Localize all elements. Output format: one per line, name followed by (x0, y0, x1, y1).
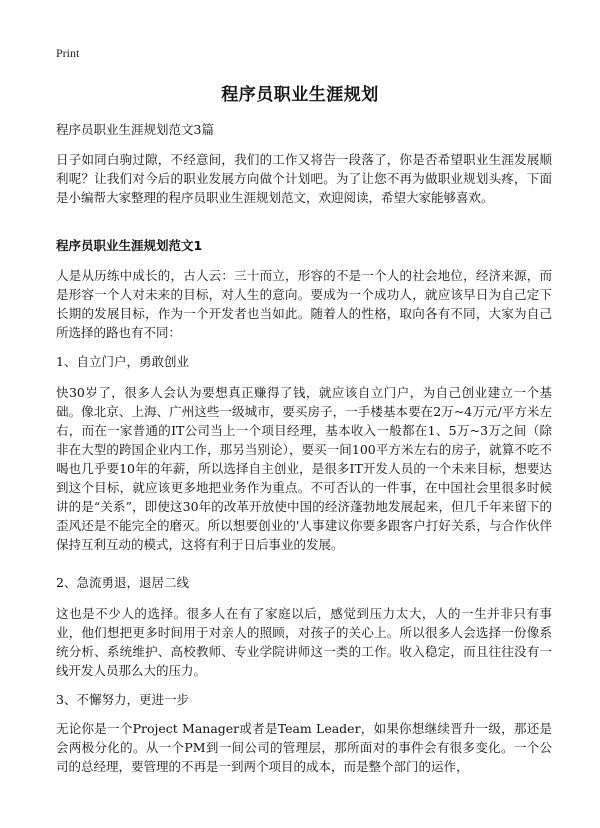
section-heading: 程序员职业生涯规划范文1 (56, 238, 203, 253)
intro-paragraph: 日子如同白驹过隙，不经意间，我们的工作又将告一段落了，你是否希望职业生涯发展顺利呢？让我们对今后的职业发展方向做个计划吧。为了让您不再为做职业规划头疼，下面是小编帮大家整理的程序员职业生涯规划范文，欢迎阅读，希望大家能够喜欢。 (56, 152, 552, 205)
print-link[interactable]: Print (56, 46, 80, 60)
point-paragraph-1: 快30岁了，很多人会认为要想真正赚得了钱，就应该自立门户，为自己创业建立一个基础。像北京、上海、广州这些一级城市，要买房子，一手楼基本要在2万~4万元/平方米左右，而在一家普通的IT公司当上一个项目经理，基本收入一般都在1、5万~3万之间（除非在大型的跨国企业内工作，那另当别论），要买一间100平方米左右的房子，就算不吃不喝也几乎要10年的年薪，所以选择自主创业，是很多IT开发人员的一个未来目标，想要达到这个目标，就应该更多地把业务作为重点。不可否认的一件事，在中国社会里很多时候讲的是“关系”，即使这30年的改革开放使中国的经济蓬勃地发展起来，但几千年来留下的歪风还是不能完全的磨灭。所以想要创业的'人事建议你要多跟客户打好关系，与合作伙伴保持互利互动的模式，这将有利于日后事业的发展。 (56, 385, 552, 552)
point-paragraph-3: 无论你是一个Project Manager或者是Team Leader，如果你想继续晋升一级，那还是会两极分化的。从一个PM到一间公司的管理层，那所面对的事件会有很多变化。一个公司的总经理，要管理的不再是一到两个项目的成本，而是整个部门的运作， (56, 721, 552, 774)
point-heading-3: 3、不懈努力，更进一步 (56, 692, 189, 707)
document-subtitle: 程序员职业生涯规划范文3篇 (56, 122, 214, 137)
section-paragraph: 人是从历练中成长的，古人云：三十而立，形容的不是一个人的社会地位，经济来源，而是形容一个人对未来的目标，对人生的意向。要成为一个成功人，就应该早日为自己定下长期的发展目标，作为一个开发者也当如此。随着人的性格，取向各有不同，大家为自己所选择的路也有不同： (56, 268, 552, 340)
point-paragraph-2: 这也是不少人的选择。很多人在有了家庭以后，感觉到压力太大，人的一生并非只有事业，他们想把更多时间用于对亲人的照顾，对孩子的关心上。所以很多人会选择一份像系统分析、系统维护、高校教师、专业学院讲师这一类的工作。收入稳定，而且往往没有一线开发人员那么大的压力。 (56, 606, 552, 678)
point-heading-1: 1、自立门户，勇敢创业 (56, 354, 189, 369)
point-heading-2: 2、急流勇退，退居二线 (56, 575, 189, 590)
page-title: 程序员职业生涯规划 (221, 85, 379, 105)
